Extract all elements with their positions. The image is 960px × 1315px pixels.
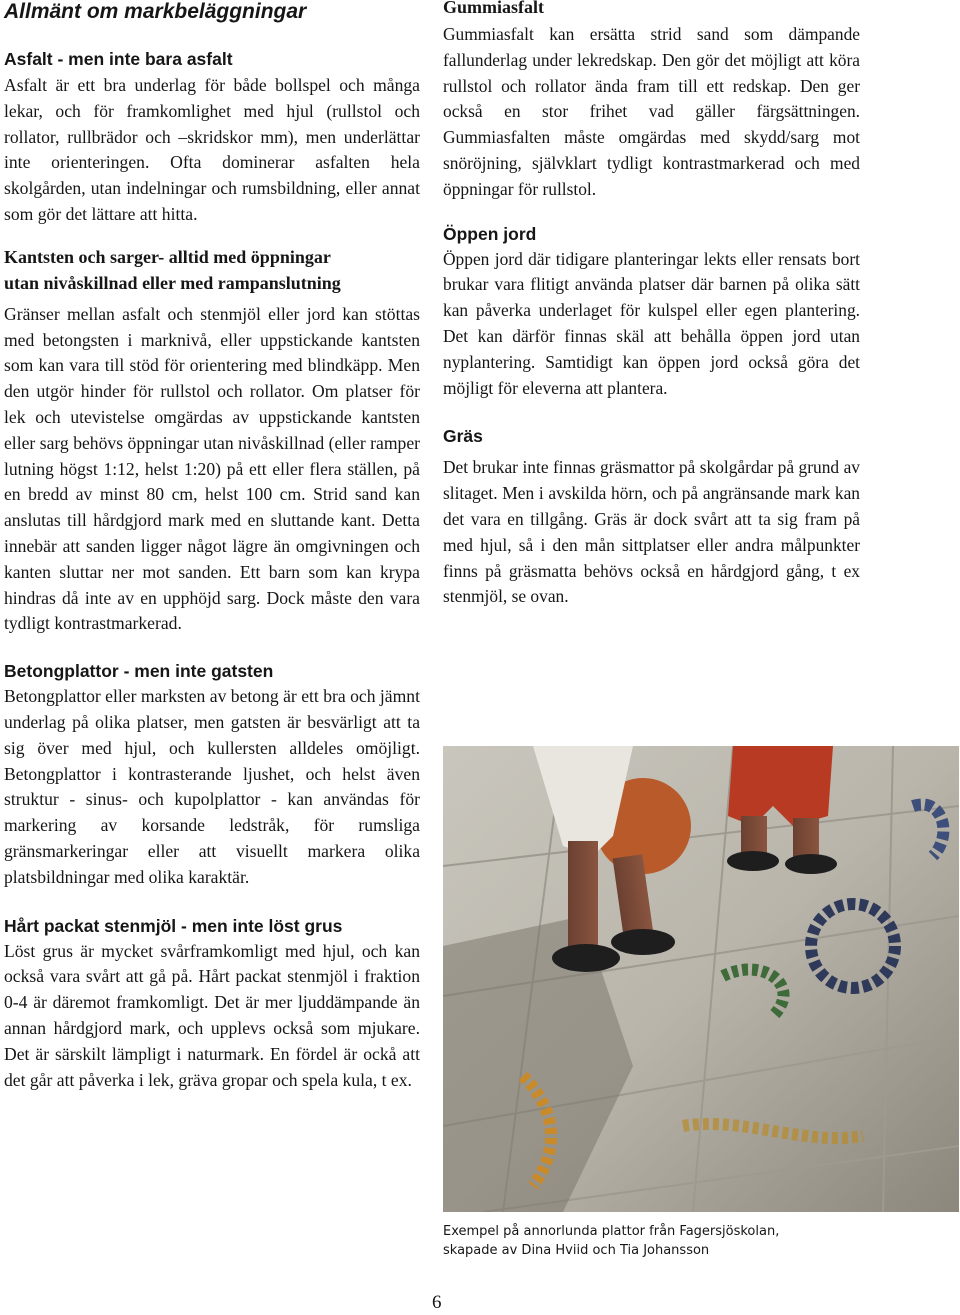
heading-gras: Gräs — [443, 426, 483, 447]
heading-stenmjol: Hårt packat stenmjöl - men inte löst grus — [4, 915, 343, 936]
paragraph-gummiasfalt: Gummiasfalt kan ersätta strid sand som dämpande fallunderlag under lekredskap. Den gör det möjligt att köra rullstol och rollator ända fram till ett redskap. Den ger också en stor frihet vad gäller färgsättningen. Gummiasfalten måste omgärdas med skydd/sarg mot snöröjning, självklart tydligt kontrastmarkerad och med öppningar för rullstol. — [443, 24, 860, 199]
paragraph-asfalt: Asfalt är ett bra underlag för både bollspel och många lekar, och för framkomlighet med hjul (rullstol och rollator, rullbrädor och –skridskor mm), men underlättar inte orienteringen. Ofta dominerar asfalten hela skolgården, utan indelningar och rumsbildning, eller annat som gör det lättare att hitta. — [4, 75, 420, 224]
heading-kantsten-line2: utan nivåskillnad eller med rampanslutning — [4, 272, 341, 293]
heading-oppen-jord: Öppen jord — [443, 223, 537, 244]
left-leg — [568, 841, 598, 951]
heading-kantsten-line1: Kantsten och sarger- alltid med öppningar — [4, 246, 331, 267]
paragraph-gras: Det brukar inte finnas gräsmattor på skolgårdar på grund av slitaget. Men i avskilda hörn, och på angränsande mark kan det vara en tillgång. Gräs är dock svårt att ta sig fram på med hjul, så i den mån sittplatser eller andra målpunkter finns på gräsmatta behövs också en hårdgjord gång, t ex stenmjöl, se ovan. — [443, 457, 860, 607]
photo-illustration — [443, 746, 959, 1212]
heading-gummiasfalt: Gummiasfalt — [443, 0, 544, 17]
page-number: 6 — [432, 1292, 442, 1313]
photo-caption — [443, 1222, 863, 1260]
paragraph-oppen-jord: Öppen jord där tidigare planteringar lekts eller rensats bort brukar vara flitigt använda platser där barnen på olika sätt kan påverka underlaget för kulspel eller egen plantering. Det kan därför finnas skäl att behålla öppen jord utan nyplantering. Samtidigt kan öppen jord också göra det möjligt för eleverna att plantera. — [443, 248, 860, 398]
heading-asfalt: Asfalt - men inte bara asfalt — [4, 49, 233, 69]
paragraph-stenmjol: Löst grus är mycket svårframkomligt med hjul, och kan också vara svårt att gå på. Hårt packat stenmjöl i fraktion 0-4 är däremot framkomligt. Det är mer ljuddämpande än annan hårdgjord mark, och upplevs också som mjukare. Det är särskilt lämpligt i naturmark. En fördel är ockå att det går att påverka i lek, gräva gropar och spela kula, t ex. — [4, 940, 420, 1090]
caption-line2: skapade av Dina Hviid och Tia Johansson — [443, 1243, 710, 1258]
heading-betongplattor: Betongplattor - men inte gatsten — [4, 661, 274, 682]
right-column — [443, 0, 860, 610]
leg-red-2 — [793, 818, 819, 858]
left-column — [4, 0, 420, 1093]
paragraph-kantsten: Gränser mellan asfalt och stenmjöl eller jord kan stöttas med betongsten i marknivå, eller uppstickande kantsten som kan vara till stöd för orientering med blindkäpp. Men den utgör hinder för rullstol och rollator. Om platser för lek och utevistelse omgärdas av uppstickande kantsten eller sarg behövs öppningar utan nivåskillnad (eller ramper lutning högst 1:12, helst 1:20) på ett eller flera ställen, på en bredd av minst 80 cm, helst 100 cm. Strid sand kan anslutas till hårdgjord mark med en sluttande kant. Detta innebär att sanden ligger något lägre än omgivningen och kanten sluttar ner mot sanden. Ett barn som kan krypa hindras då inte av en upphöjd sarg. Dock måste den vara tydligt kontrastmarkerad. — [4, 303, 420, 634]
leg-red-1 — [741, 816, 767, 856]
paragraph-betongplattor: Betongplattor eller marksten av betong är ett bra och jämnt underlag på olika platser, men gatsten är besvärligt att ta sig över med hjul, och kullersten alldeles omöjligt. Betongplattor i kontrasterande ljushet, och helst även struktur - sinus- och kupolplattor - kan användas för markering av korsande ledstråk, för rumsliga gränsmarkeringar eller att visuellt markera olika platsbildningar med olika karaktär. — [4, 686, 420, 887]
heading-kantsten — [4, 244, 420, 296]
photo-pavement-tiles — [443, 746, 959, 1212]
page-title: Allmänt om markbeläggningar — [4, 0, 307, 23]
caption-line1: Exempel på annorlunda plattor från Fagersjöskolan, — [443, 1224, 780, 1239]
